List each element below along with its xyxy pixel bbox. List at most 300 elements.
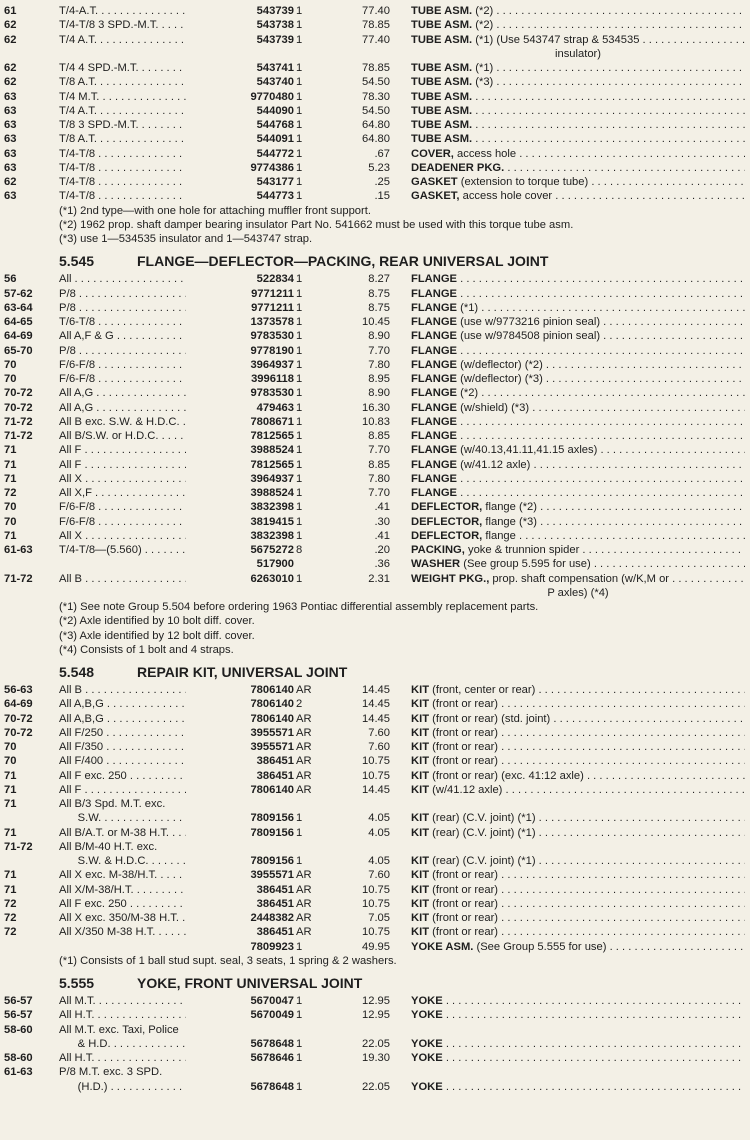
item-name: FLANGE bbox=[411, 373, 457, 385]
application: All M.T. exc. Taxi, Police bbox=[59, 1023, 179, 1036]
price: 8.75 bbox=[368, 287, 390, 300]
model-years: 71 bbox=[4, 883, 17, 896]
price: 8.95 bbox=[368, 373, 390, 385]
description bbox=[411, 740, 745, 755]
model-years: 62 bbox=[4, 76, 17, 89]
price: 7.60 bbox=[368, 741, 390, 753]
part-number: 9771211 bbox=[186, 287, 294, 302]
model-years: 63 bbox=[4, 147, 17, 160]
part-number: 7808671 bbox=[186, 415, 294, 430]
quantity: 2 bbox=[296, 698, 303, 711]
parts-row bbox=[0, 683, 750, 698]
section-heading bbox=[59, 974, 362, 992]
application: P/8 . . . bbox=[59, 287, 227, 302]
parts-row bbox=[0, 443, 750, 458]
model-years: 71 bbox=[4, 826, 17, 839]
price: .41 bbox=[374, 501, 390, 514]
application: All A,B,G . . . bbox=[59, 697, 227, 712]
part-number: 3964937 bbox=[186, 472, 294, 487]
footnote bbox=[0, 614, 750, 629]
footnote-text: (*1) Consists of 1 ball stud supt. seal, 3 seats, 1 spring & 2 washers. bbox=[59, 954, 397, 967]
model-years: 71-72 bbox=[4, 415, 33, 428]
application: All A,B,G . . . bbox=[59, 712, 227, 727]
item-name: TUBE ASM. bbox=[411, 119, 473, 131]
model-years: 58-60 bbox=[4, 1023, 33, 1036]
item-name: KIT bbox=[411, 883, 430, 896]
item-detail: (rear) (C.V. joint) (*1) bbox=[432, 812, 536, 825]
price: 8.75 bbox=[368, 301, 390, 314]
quantity: AR bbox=[296, 926, 312, 939]
footnote-text: (*2) Axle identified by 10 bolt diff. cover. bbox=[59, 615, 255, 628]
part-number: 7809923 bbox=[186, 940, 294, 955]
item-name: KIT bbox=[411, 783, 430, 796]
price: 7.60 bbox=[368, 726, 390, 739]
description bbox=[411, 472, 745, 487]
model-years: 70 bbox=[4, 373, 17, 385]
part-number: 386451 bbox=[186, 925, 294, 940]
parts-row bbox=[0, 868, 750, 883]
model-years: 58-60 bbox=[4, 1052, 33, 1064]
item-name: TUBE ASM. bbox=[411, 19, 473, 32]
part-number: 7806140 bbox=[186, 697, 294, 712]
price: 78.85 bbox=[362, 19, 390, 32]
footnote bbox=[0, 600, 750, 615]
model-years: 72 bbox=[4, 487, 17, 499]
application: F/6-F/8 . . . bbox=[59, 358, 227, 373]
parts-row bbox=[0, 883, 750, 898]
item-name: KIT bbox=[411, 698, 430, 711]
description bbox=[411, 712, 745, 727]
quantity: 1 bbox=[296, 90, 303, 103]
part-number: 3955571 bbox=[186, 726, 294, 741]
application: P/8 . . . bbox=[59, 344, 227, 359]
part-number: 5678648 bbox=[186, 1080, 294, 1095]
model-years: 63 bbox=[4, 90, 17, 103]
item-name: YOKE bbox=[411, 1080, 443, 1093]
parts-row bbox=[0, 840, 750, 855]
part-number: 522834 bbox=[186, 272, 294, 287]
model-years: 63 bbox=[4, 190, 17, 203]
part-number: 544768 bbox=[186, 118, 294, 133]
item-detail: access hole bbox=[457, 147, 517, 160]
item-detail: prop. shaft compensation (w/K,M or bbox=[492, 572, 670, 585]
item-name: DEFLECTOR, bbox=[411, 529, 483, 542]
description bbox=[411, 372, 745, 387]
price: .30 bbox=[374, 515, 390, 528]
application: All X/350 M-38 H.T. . . . bbox=[59, 925, 227, 940]
price: 49.95 bbox=[362, 940, 390, 953]
item-name: PACKING, bbox=[411, 544, 465, 556]
price: 14.45 bbox=[362, 698, 390, 711]
quantity: 1 bbox=[296, 1080, 303, 1093]
item-detail: (*2) bbox=[475, 5, 494, 17]
part-number: 543738 bbox=[186, 18, 294, 33]
part-number: 517900 bbox=[186, 557, 294, 572]
item-name: TUBE ASM. bbox=[411, 76, 473, 89]
description bbox=[411, 854, 745, 869]
quantity: 1 bbox=[296, 133, 303, 146]
description bbox=[411, 429, 745, 444]
quantity: 1 bbox=[296, 273, 303, 286]
part-number: 7809156 bbox=[186, 854, 294, 869]
item-name: FLANGE bbox=[411, 487, 457, 499]
price: 4.05 bbox=[368, 812, 390, 825]
application: All F exc. 250 . . . bbox=[59, 897, 227, 912]
description bbox=[411, 301, 745, 316]
price: 14.45 bbox=[362, 684, 390, 696]
part-number: 3955571 bbox=[186, 868, 294, 883]
parts-row bbox=[0, 897, 750, 912]
item-name: TUBE ASM. bbox=[411, 33, 473, 46]
description bbox=[411, 572, 745, 587]
part-number: 3832398 bbox=[186, 500, 294, 515]
parts-row bbox=[0, 358, 750, 373]
price: 10.75 bbox=[362, 926, 390, 939]
item-detail: (w/40.13,41.11,41.15 axles) bbox=[460, 444, 598, 457]
parts-row bbox=[0, 90, 750, 105]
parts-row bbox=[0, 287, 750, 302]
description bbox=[411, 557, 745, 572]
item-name: YOKE bbox=[411, 1009, 443, 1022]
price: 54.50 bbox=[362, 76, 390, 89]
item-detail: access hole cover bbox=[462, 190, 553, 203]
model-years: 71 bbox=[4, 798, 17, 810]
item-name: KIT bbox=[411, 855, 430, 867]
quantity: AR bbox=[296, 755, 312, 768]
item-detail: flange bbox=[485, 529, 516, 542]
item-name: WEIGHT PKG., bbox=[411, 572, 490, 585]
model-years: 72 bbox=[4, 912, 17, 924]
item-detail: (*2) bbox=[460, 387, 479, 400]
part-number: 9783530 bbox=[186, 329, 294, 344]
description bbox=[411, 1008, 745, 1023]
price: 14.45 bbox=[362, 712, 390, 725]
model-years: 70-72 bbox=[4, 387, 33, 400]
quantity: 1 bbox=[296, 387, 303, 400]
item-name: YOKE ASM. bbox=[411, 940, 474, 953]
application: All B/M-40 H.T. exc. bbox=[59, 840, 158, 853]
quantity: 1 bbox=[296, 515, 303, 528]
price: .41 bbox=[374, 529, 390, 542]
footnote-text: (*3) use 1—534535 insulator and 1—543747 strap. bbox=[59, 233, 313, 245]
application: All F exc. 250 . . . bbox=[59, 769, 227, 784]
part-number: 544773 bbox=[186, 189, 294, 204]
model-years: 65-70 bbox=[4, 344, 33, 357]
quantity: 1 bbox=[296, 33, 303, 46]
application: P/8 M.T. exc. 3 SPD. bbox=[59, 1066, 163, 1079]
item-name: KIT bbox=[411, 897, 430, 910]
application: All H.T. . . . bbox=[59, 1008, 227, 1023]
item-name: KIT bbox=[411, 926, 430, 939]
model-years: 61-63 bbox=[4, 544, 33, 556]
quantity: 1 bbox=[296, 119, 303, 131]
description bbox=[411, 329, 745, 344]
price: .67 bbox=[374, 147, 390, 160]
parts-row bbox=[0, 1037, 750, 1052]
application: S.W. & H.D.C. . . . bbox=[59, 854, 227, 869]
part-number: 386451 bbox=[186, 769, 294, 784]
price: 77.40 bbox=[362, 5, 390, 17]
item-name: KIT bbox=[411, 826, 430, 839]
parts-row bbox=[0, 697, 750, 712]
parts-row bbox=[0, 543, 750, 558]
price: 7.70 bbox=[368, 487, 390, 499]
item-detail: flange (*3) bbox=[485, 515, 538, 528]
footnote bbox=[0, 232, 750, 247]
application: All X . . . bbox=[59, 529, 227, 544]
item-name: FLANGE bbox=[411, 330, 457, 343]
model-years: 56-63 bbox=[4, 684, 33, 696]
model-years: 71 bbox=[4, 472, 17, 485]
quantity: 1 bbox=[296, 529, 303, 542]
model-years: 71 bbox=[4, 444, 17, 457]
parts-row bbox=[0, 1023, 750, 1038]
item-detail: (front or rear) bbox=[432, 741, 499, 753]
application: F/6-F/8 . . . bbox=[59, 515, 227, 530]
part-number: 3988524 bbox=[186, 486, 294, 501]
application: All H.T. . . . bbox=[59, 1051, 227, 1066]
part-number: 543739 bbox=[186, 33, 294, 48]
item-name: FLANGE bbox=[411, 401, 457, 414]
quantity: 1 bbox=[296, 812, 303, 825]
part-number: 5678648 bbox=[186, 1037, 294, 1052]
part-number: 543741 bbox=[186, 61, 294, 76]
application: All F/250 . . . bbox=[59, 726, 227, 741]
description bbox=[411, 925, 745, 940]
parts-row bbox=[0, 911, 750, 926]
model-years: 71-72 bbox=[4, 840, 33, 853]
application: T/4-T/8—(5.560) . . . bbox=[59, 543, 227, 558]
item-name: FLANGE bbox=[411, 444, 457, 457]
quantity: 1 bbox=[296, 287, 303, 300]
quantity: 1 bbox=[296, 190, 303, 203]
model-years: 70 bbox=[4, 755, 17, 768]
parts-row bbox=[0, 726, 750, 741]
application: All F . . . bbox=[59, 443, 227, 458]
price: 22.05 bbox=[362, 1080, 390, 1093]
quantity: AR bbox=[296, 726, 312, 739]
application: All X exc. 350/M-38 H.T. . . . bbox=[59, 911, 227, 926]
part-number: 386451 bbox=[186, 883, 294, 898]
quantity: 1 bbox=[296, 415, 303, 428]
item-detail: (*1) bbox=[460, 301, 479, 314]
description bbox=[411, 147, 745, 162]
quantity: 1 bbox=[296, 458, 303, 471]
parts-row bbox=[0, 161, 750, 176]
application: All B/A.T. or M-38 H.T. . . . bbox=[59, 826, 227, 841]
model-years: 64-69 bbox=[4, 698, 33, 711]
model-years: 70-72 bbox=[4, 712, 33, 725]
application: F/6-F/8 . . . bbox=[59, 500, 227, 515]
model-years: 70 bbox=[4, 515, 17, 528]
item-detail: (w/41.12 axle) bbox=[432, 783, 503, 796]
quantity: AR bbox=[296, 741, 312, 753]
description bbox=[411, 486, 745, 501]
description bbox=[411, 940, 745, 955]
quantity: 1 bbox=[296, 344, 303, 357]
model-years: 63 bbox=[4, 119, 17, 131]
description bbox=[411, 132, 745, 147]
item-name: DEADENER PKG. bbox=[411, 161, 505, 174]
item-name: FLANGE bbox=[411, 415, 457, 428]
item-detail: (use w/9784508 pinion seal) bbox=[460, 330, 601, 343]
model-years: 61-63 bbox=[4, 1066, 33, 1079]
model-years: 62 bbox=[4, 33, 17, 46]
description bbox=[411, 883, 745, 898]
quantity: 1 bbox=[296, 995, 303, 1007]
quantity: 1 bbox=[296, 147, 303, 160]
description bbox=[411, 868, 745, 883]
model-years: 71 bbox=[4, 869, 17, 882]
description bbox=[411, 994, 745, 1009]
quantity: 1 bbox=[296, 330, 303, 343]
item-name: COVER, bbox=[411, 147, 454, 160]
price: 12.95 bbox=[362, 1009, 390, 1022]
parts-row bbox=[0, 1051, 750, 1066]
part-number: 3996118 bbox=[186, 372, 294, 387]
price: 22.05 bbox=[362, 1037, 390, 1050]
parts-row bbox=[0, 854, 750, 869]
part-number: 7806140 bbox=[186, 783, 294, 798]
item-detail: (rear) (C.V. joint) (*1) bbox=[432, 826, 536, 839]
item-name: WASHER bbox=[411, 558, 461, 571]
price: 16.30 bbox=[362, 401, 390, 414]
item-name: DEFLECTOR, bbox=[411, 501, 483, 514]
parts-row bbox=[0, 401, 750, 416]
part-number: 9771211 bbox=[186, 301, 294, 316]
parts-row bbox=[0, 797, 750, 812]
price: .36 bbox=[374, 558, 390, 571]
description bbox=[411, 529, 745, 544]
part-number: 544090 bbox=[186, 104, 294, 119]
item-detail: (front or rear) bbox=[432, 897, 499, 910]
description bbox=[411, 515, 745, 530]
model-years: 70 bbox=[4, 358, 17, 371]
parts-row bbox=[0, 18, 750, 33]
parts-row-continuation bbox=[0, 586, 750, 601]
part-number: 5670049 bbox=[186, 1008, 294, 1023]
part-number: 1373578 bbox=[186, 315, 294, 330]
description bbox=[411, 33, 745, 48]
model-years: 64-65 bbox=[4, 316, 33, 328]
application: T/4-T/8 . . . bbox=[59, 161, 227, 176]
part-number: 7809156 bbox=[186, 811, 294, 826]
description bbox=[411, 1051, 745, 1066]
parts-row bbox=[0, 826, 750, 841]
parts-row bbox=[0, 940, 750, 955]
item-name: FLANGE bbox=[411, 344, 457, 357]
application: All B . . . bbox=[59, 572, 227, 587]
item-detail: (*1) (Use 543747 strap & 534535 bbox=[475, 33, 640, 46]
model-years: 71 bbox=[4, 769, 17, 782]
description bbox=[411, 386, 745, 401]
model-years: 63 bbox=[4, 161, 17, 174]
quantity: AR bbox=[296, 783, 312, 796]
model-years: 71-72 bbox=[4, 572, 33, 585]
quantity: 1 bbox=[296, 62, 303, 74]
description bbox=[411, 458, 745, 473]
parts-row bbox=[0, 175, 750, 190]
section-heading bbox=[59, 663, 347, 681]
application: P/8 . . . bbox=[59, 301, 227, 316]
part-number: 386451 bbox=[186, 754, 294, 769]
application: T/6-T/8 . . . bbox=[59, 315, 227, 330]
parts-row bbox=[0, 147, 750, 162]
parts-row bbox=[0, 75, 750, 90]
price: .20 bbox=[374, 544, 390, 556]
parts-row bbox=[0, 272, 750, 287]
item-detail: (use w/9773216 pinion seal) bbox=[460, 316, 601, 328]
price: 7.70 bbox=[368, 444, 390, 457]
parts-row bbox=[0, 572, 750, 587]
price: 2.31 bbox=[368, 572, 390, 585]
application: All . . . bbox=[59, 272, 227, 287]
part-number: 3964937 bbox=[186, 358, 294, 373]
item-detail: (See Group 5.555 for use) bbox=[476, 940, 607, 953]
footnote bbox=[0, 643, 750, 658]
parts-row bbox=[0, 344, 750, 359]
description bbox=[411, 75, 745, 90]
description bbox=[411, 726, 745, 741]
application: T/8 3 SPD.-M.T. . . . bbox=[59, 118, 227, 133]
parts-row bbox=[0, 386, 750, 401]
model-years: 70 bbox=[4, 501, 17, 514]
application: All B . . . bbox=[59, 683, 227, 698]
part-number: 5670047 bbox=[186, 994, 294, 1009]
item-detail: (*3) bbox=[475, 76, 494, 89]
quantity: 1 bbox=[296, 373, 303, 385]
item-detail: (front or rear) bbox=[432, 726, 499, 739]
description bbox=[411, 189, 745, 204]
price: 14.45 bbox=[362, 783, 390, 796]
section-number: 5.548 bbox=[59, 664, 95, 680]
parts-row bbox=[0, 994, 750, 1009]
parts-row bbox=[0, 783, 750, 798]
model-years: 71 bbox=[4, 529, 17, 542]
price: 5.23 bbox=[368, 161, 390, 174]
item-detail: (front or rear) bbox=[432, 883, 499, 896]
price: 54.50 bbox=[362, 104, 390, 117]
quantity: 1 bbox=[296, 855, 303, 867]
application: F/6-F/8 . . . bbox=[59, 372, 227, 387]
description bbox=[411, 358, 745, 373]
parts-row bbox=[0, 486, 750, 501]
item-detail: (extension to torque tube) bbox=[460, 176, 589, 188]
parts-row bbox=[0, 61, 750, 76]
quantity: 1 bbox=[296, 1009, 303, 1022]
part-number: 5675272 bbox=[186, 543, 294, 558]
price: 8.85 bbox=[368, 430, 390, 442]
part-number: 544772 bbox=[186, 147, 294, 162]
parts-row bbox=[0, 132, 750, 147]
model-years: 70-72 bbox=[4, 726, 33, 739]
model-years: 61 bbox=[4, 5, 17, 17]
section-title: REPAIR KIT, UNIVERSAL JOINT bbox=[137, 664, 348, 680]
part-number: 9774386 bbox=[186, 161, 294, 176]
quantity: 1 bbox=[296, 176, 303, 188]
price: 78.30 bbox=[362, 90, 390, 103]
item-name: TUBE ASM. bbox=[411, 90, 473, 103]
item-name: FLANGE bbox=[411, 458, 457, 471]
description bbox=[411, 683, 745, 698]
model-years: 62 bbox=[4, 62, 17, 74]
item-name: KIT bbox=[411, 712, 430, 725]
part-number: 6263010 bbox=[186, 572, 294, 587]
price: .25 bbox=[374, 176, 390, 188]
model-years: 56-57 bbox=[4, 995, 33, 1007]
quantity: AR bbox=[296, 912, 312, 924]
quantity: AR bbox=[296, 712, 312, 725]
